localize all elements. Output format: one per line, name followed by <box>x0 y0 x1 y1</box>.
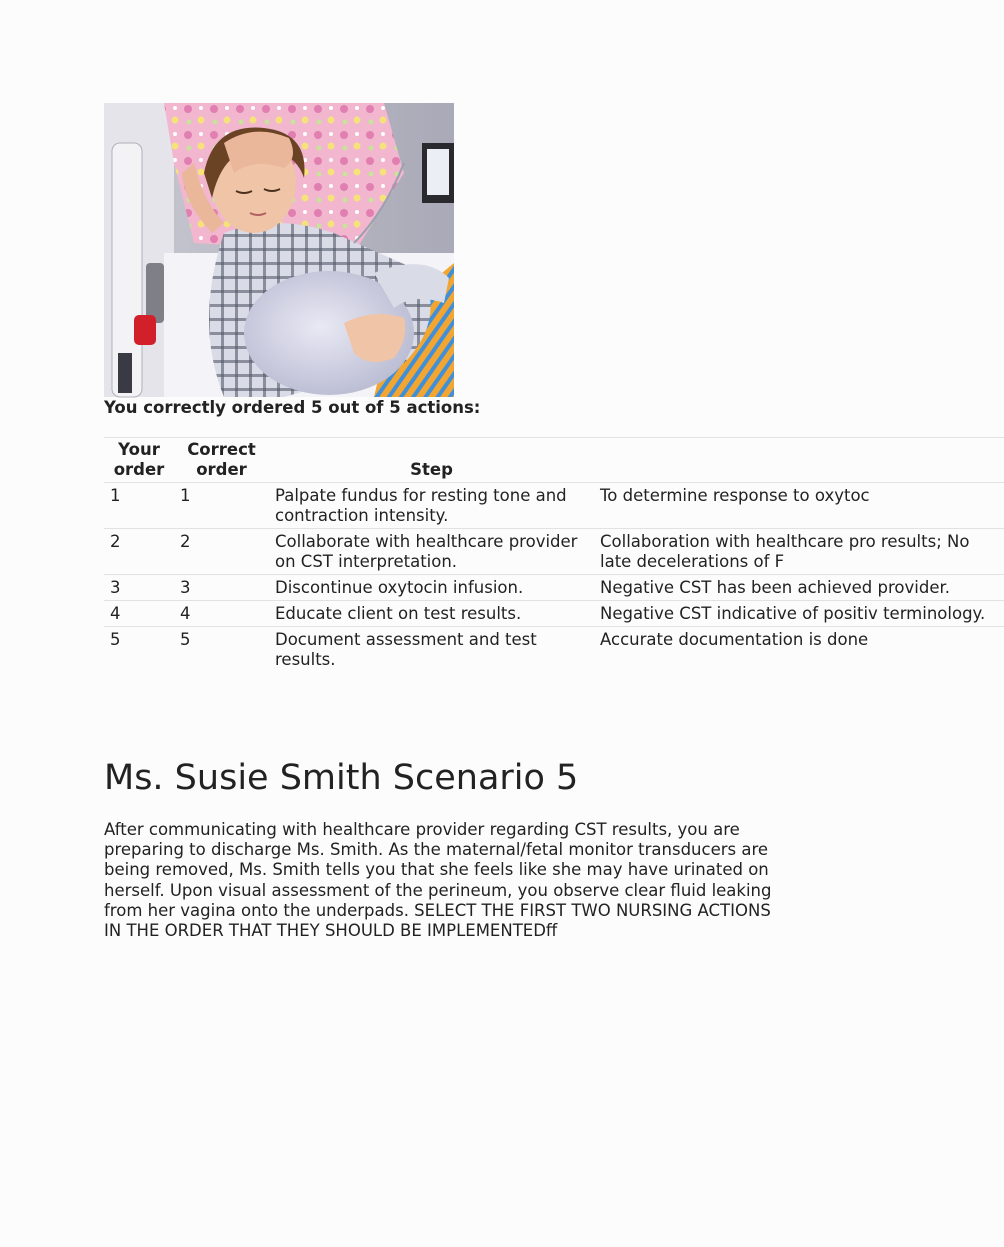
pregnant-patient-in-hospital-bed-photo <box>104 103 454 397</box>
steps-table-container <box>104 437 986 672</box>
steps-table <box>104 437 1004 672</box>
header-step: Step <box>269 438 594 483</box>
table-row <box>104 575 1004 601</box>
cell-your-order: 1 <box>104 483 174 529</box>
header-reason <box>594 438 1004 483</box>
cell-correct-order: 5 <box>174 627 269 673</box>
cell-reason: To determine response to oxytoc <box>594 483 1004 529</box>
header-your-order-line2: order <box>113 460 165 479</box>
cell-your-order: 3 <box>104 575 174 601</box>
table-row <box>104 529 1004 575</box>
cell-reason: Negative CST indicative of positiv terminology. <box>594 601 1004 627</box>
header-correct-order-line1: Correct <box>187 440 256 459</box>
cell-correct-order: 3 <box>174 575 269 601</box>
table-row <box>104 601 1004 627</box>
cell-step: Document assessment and test results. <box>269 627 594 673</box>
scenario-body: After communicating with healthcare provider regarding CST results, you are preparing to discharge Ms. Smith. As the maternal/fetal monitor transducers are being removed, Ms. Smith tells you that she feels like she may have urinated on herself. Upon visual assessment of the perineum, you observe clear fluid leaking from her vagina onto the underpads. SELECT THE FIRST TWO NURSING ACTIONS IN THE ORDER THAT THEY SHOULD BE IMPLEMENTEDff <box>104 820 772 941</box>
cell-correct-order: 4 <box>174 601 269 627</box>
cell-step: Collaborate with healthcare provider on CST interpretation. <box>269 529 594 575</box>
cell-reason: Accurate documentation is done <box>594 627 1004 673</box>
result-heading: You correctly ordered 5 out of 5 actions: <box>104 398 481 417</box>
cell-step: Discontinue oxytocin infusion. <box>269 575 594 601</box>
header-correct-order <box>174 438 269 483</box>
cell-step: Palpate fundus for resting tone and contraction intensity. <box>269 483 594 529</box>
patient-photo <box>104 103 454 397</box>
header-your-order-line1: Your <box>118 440 160 459</box>
scenario-title: Ms. Susie Smith Scenario 5 <box>104 758 579 798</box>
cell-step: Educate client on test results. <box>269 601 594 627</box>
cell-correct-order: 2 <box>174 529 269 575</box>
cell-correct-order: 1 <box>174 483 269 529</box>
table-row <box>104 627 1004 673</box>
cell-reason: Negative CST has been achieved provider. <box>594 575 1004 601</box>
cell-your-order: 2 <box>104 529 174 575</box>
table-row <box>104 483 1004 529</box>
table-header-row <box>104 438 1004 483</box>
cell-reason: Collaboration with healthcare pro results; No late decelerations of F <box>594 529 1004 575</box>
cell-your-order: 4 <box>104 601 174 627</box>
header-correct-order-line2: order <box>196 460 247 479</box>
cell-your-order: 5 <box>104 627 174 673</box>
header-your-order <box>104 438 174 483</box>
